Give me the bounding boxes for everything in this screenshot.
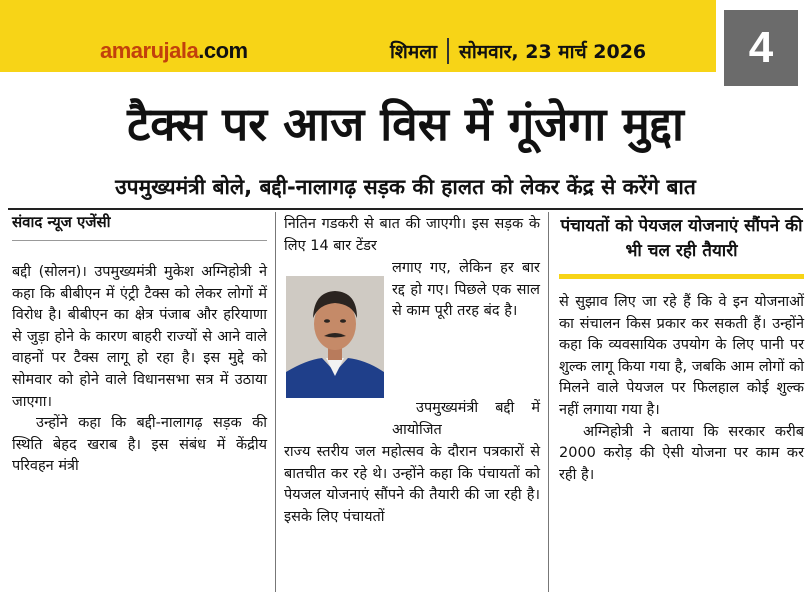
divider — [12, 240, 267, 241]
paragraph: उन्होंने कहा कि बद्दी-नालागढ़ सड़क की स्थिति बेहद खराब है। इस संबंध में केंद्रीय परिवहन मंत्री — [12, 415, 267, 475]
headline: टैक्स पर आज विस में गूंजेगा मुद्दा — [127, 97, 684, 151]
article-column-2-bottom: राज्य स्तरीय जल महोत्सव के दौरान पत्रकारों से बातचीत कर रहे थे। उन्होंने कहा कि पंचायतों को पेयजल योजनाएं सौंपने की तैयारी की जा रही है। इसके लिए पंचायतों — [284, 444, 540, 525]
column-divider — [275, 212, 276, 592]
divider — [447, 38, 449, 64]
article-column-2-wrap2: उपमुख्यमंत्री बद्दी में आयोजित — [392, 400, 540, 438]
speaker-photo — [286, 276, 384, 398]
logo-text: amarujala — [100, 38, 199, 63]
paragraph: बद्दी (सोलन)। उपमुख्यमंत्री मुकेश अग्निहोत्री ने कहा कि बीबीएन में एंट्री टैक्स को लेकर लोगों में विरोध है। बीबीएन का क्षेत्र पंजाब और हरियाणा से जुड़ा होने के कारण बाहरी राज्यों से आने वाले वाहनों पर टैक्स लागू हो रहा है। इस मुद्दे को सोमवार को होने वाले विधानसभा सत्र में उठाया जाएगा। — [12, 264, 267, 410]
paragraph: अग्निहोत्री ने बताया कि सरकार करीब 2000 करोड़ की ऐसी योजना पर काम कर रही है। — [559, 423, 804, 483]
column-divider — [548, 212, 549, 592]
subheadline: उपमुख्यमंत्री बोले, बद्दी-नालागढ़ सड़क की हालत को लेकर केंद्र से करेंगे बात — [115, 175, 696, 199]
issue-date: सोमवार, 23 मार्च 2026 — [459, 41, 647, 63]
page-number: 4 — [724, 10, 798, 86]
article-column-2-top: नितिन गडकरी से बात की जाएगी। इस सड़क के लिए 14 बार टेंडर — [284, 216, 540, 254]
logo-domain: .com — [198, 38, 248, 63]
person-portrait-icon — [286, 276, 384, 398]
article-column-2-wrap: लगाए गए, लेकिन हर बार रद्द हो गए। पिछले एक साल से काम पूरी तरह बंद है। — [392, 260, 540, 320]
city-name: शिमला — [390, 41, 438, 63]
divider — [8, 208, 803, 210]
newspaper-logo[interactable] — [100, 38, 248, 64]
edition-info — [390, 38, 646, 64]
article-column-3 — [559, 292, 804, 486]
byline-agency: संवाद न्यूज एजेंसी — [12, 213, 111, 231]
side-headline: पंचायतों को पेयजल योजनाएं सौंपने की भी चल रही तैयारी — [560, 216, 803, 261]
article-column-1 — [12, 262, 267, 478]
paragraph: से सुझाव लिए जा रहे हैं कि वे इन योजनाओं का संचालन किस प्रकार कर सकती हैं। उन्होंने कहा कि व्यवसायिक उपयोग के लिए पानी पर शुल्क लागू किया गया है, जबकि आम लोगों को मिलने वाले पेयजल पर फिलहाल कोई शुल्क नहीं लगाया गया है। — [559, 294, 804, 418]
accent-bar — [559, 274, 804, 279]
